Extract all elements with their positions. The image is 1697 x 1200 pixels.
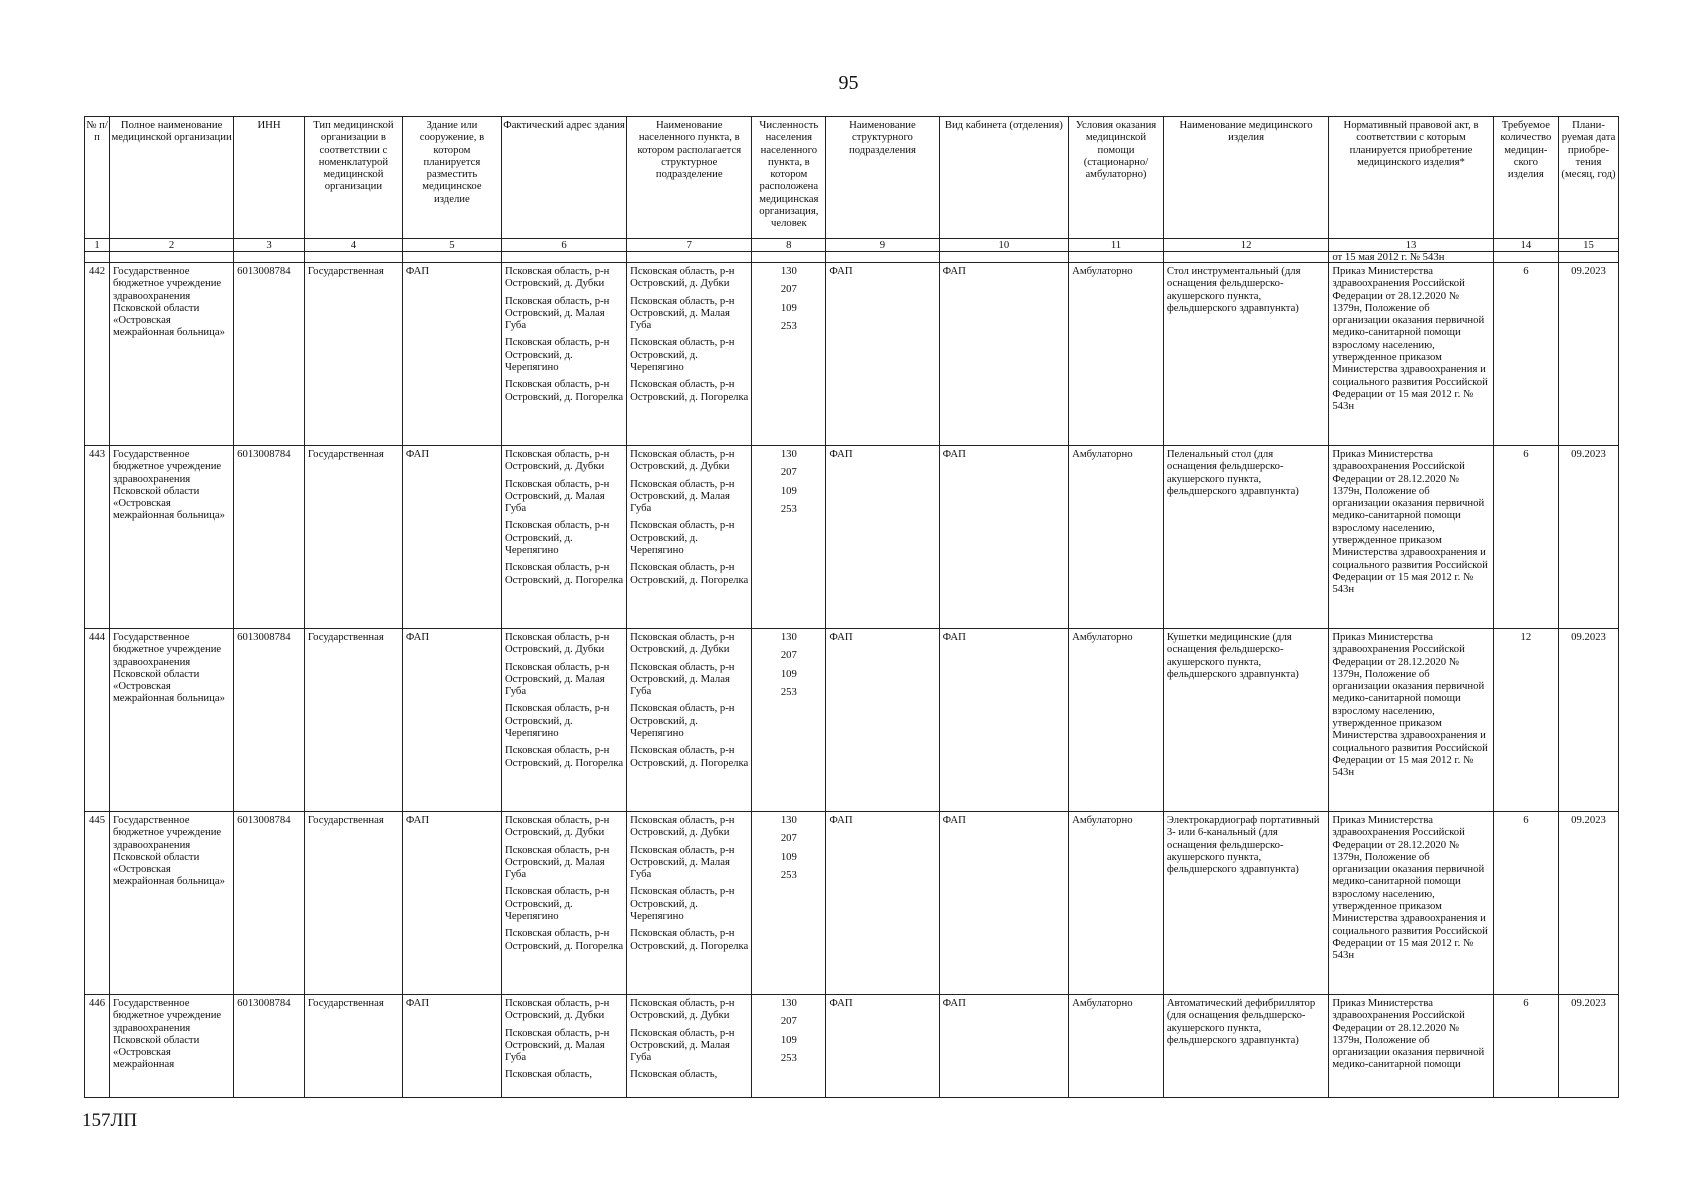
col-number: 11 — [1069, 239, 1164, 252]
date-cell: 09.2023 — [1559, 446, 1619, 629]
address-line: Псковская область, р-н Островский, д. Дубки — [630, 814, 735, 839]
conditions-cell: Амбулаторно — [1069, 995, 1164, 1098]
col-number: 2 — [110, 239, 234, 252]
population-value: 130 — [780, 448, 797, 460]
settlement-cell — [627, 995, 752, 1098]
col-number: 4 — [304, 239, 402, 252]
col-header: Фактический адрес здания — [501, 117, 626, 239]
document-code: 157ЛП — [82, 1110, 138, 1131]
col-number: 5 — [402, 239, 501, 252]
col-header: Требуемое количество медицин-ского изделия — [1493, 117, 1558, 239]
legal-act-cell: Приказ Министерства здравоохранения Российской Федерации от 28.12.2020 № 1379н, Положение об организации оказания первичной медико-санитарной помощи взрослому населению, утвержденное приказом Министерства здравоохранения и социального развития Российской Федерации от 15 мая 2012 г. № 543н — [1329, 263, 1493, 446]
quantity-cell: 6 — [1493, 446, 1558, 629]
address-line: Псковская область, р-н Островский, д. Погорелка — [504, 561, 624, 586]
col-number: 13 — [1329, 239, 1493, 252]
device-name-cell: Пеленальный стол (для оснащения фельдшерско-акушерского пункта, фельдшерского здравпункта) — [1163, 446, 1328, 629]
conditions-cell: Амбулаторно — [1069, 629, 1164, 812]
address-line: Псковская область, р-н Островский, д. Погорелка — [630, 378, 749, 403]
carryover-row — [85, 252, 1619, 263]
population-value: 109 — [780, 301, 797, 314]
population-cell — [752, 446, 826, 629]
address-line: Псковская область, р-н Островский, д. Погорелка — [504, 744, 624, 769]
organization-name: Государственное бюджетное учреждение здравоохранения Псковской области «Островская межрайонная больница» — [110, 446, 234, 629]
population-value: 109 — [780, 667, 797, 680]
column-number-row — [85, 239, 1619, 252]
device-name-cell: Кушетки медицинские (для оснащения фельдшерско-акушерского пункта, фельдшерского здравпункта) — [1163, 629, 1328, 812]
address-line: Псковская область, р-н Островский, д. Черепягино — [630, 702, 735, 740]
population-value: 253 — [780, 685, 797, 698]
settlement-cell — [627, 446, 752, 629]
address-line: Псковская область, р-н Островский, д. Малая Губа — [630, 660, 735, 698]
organization-name: Государственное бюджетное учреждение здравоохранения Псковской области «Островская межрайонная больница» — [110, 263, 234, 446]
population-cell — [752, 263, 826, 446]
col-header: Плани-руемая дата приобре-тения (месяц, год) — [1559, 117, 1619, 239]
address-line: Псковская область, р-н Островский, д. Погорелка — [630, 927, 749, 952]
population-cell — [752, 629, 826, 812]
population-value: 207 — [780, 466, 797, 479]
population-value: 109 — [780, 484, 797, 497]
address-line: Псковская область, р-н Островский, д. Малая Губа — [504, 843, 610, 881]
quantity-cell: 12 — [1493, 629, 1558, 812]
address-line: Псковская область, р-н Островский, д. Малая Губа — [630, 294, 735, 332]
address-line: Псковская область, р-н Островский, д. Черепягино — [630, 519, 735, 557]
org-type-cell: Государственная — [304, 812, 402, 995]
address-line: Псковская область, р-н Островский, д. Черепягино — [630, 336, 735, 374]
col-header: Здание или сооружение, в котором планируется разместить медицинское изделие — [402, 117, 501, 239]
col-header: Вид кабинета (отделения) — [939, 117, 1069, 239]
population-value: 207 — [780, 1015, 797, 1028]
col-number: 3 — [234, 239, 305, 252]
col-number: 1 — [85, 239, 110, 252]
division-cell: ФАП — [826, 446, 939, 629]
conditions-cell: Амбулаторно — [1069, 446, 1164, 629]
row-number: 446 — [85, 995, 110, 1098]
population-value: 109 — [780, 850, 797, 863]
quantity-cell: 6 — [1493, 812, 1558, 995]
col-header: Наименование медицинского изделия — [1163, 117, 1328, 239]
table-row — [85, 812, 1619, 995]
population-cell — [752, 812, 826, 995]
date-cell: 09.2023 — [1559, 995, 1619, 1098]
col-number: 12 — [1163, 239, 1328, 252]
address-line: Псковская область, р-н Островский, д. Дубки — [630, 265, 735, 290]
organization-name: Государственное бюджетное учреждение здравоохранения Псковской области «Островская межрайонная больница» — [110, 812, 234, 995]
quantity-cell: 6 — [1493, 263, 1558, 446]
legal-act-cell: Приказ Министерства здравоохранения Российской Федерации от 28.12.2020 № 1379н, Положение об организации оказания первичной медико-санитарной помощи взрослому населению, утвержденное приказом Министерства здравоохранения и социального развития Российской Федерации от 15 мая 2012 г. № 543н — [1329, 812, 1493, 995]
address-cell — [501, 629, 626, 812]
table-row — [85, 995, 1619, 1098]
col-number: 7 — [627, 239, 752, 252]
col-header: Численность населения населенного пункта, в котором расположена медицинская организация, человек — [752, 117, 826, 239]
org-type-cell: Государственная — [304, 629, 402, 812]
address-cell — [501, 995, 626, 1098]
building-cell: ФАП — [402, 263, 501, 446]
settlement-cell — [627, 263, 752, 446]
device-name-cell: Автоматический дефибриллятор (для оснащения фельдшерско-акушерского пункта, фельдшерского здравпункта) — [1163, 995, 1328, 1098]
population-value: 253 — [780, 502, 797, 515]
legal-act-cell: Приказ Министерства здравоохранения Российской Федерации от 28.12.2020 № 1379н, Положение об организации оказания первичной медико-санитарной помощи — [1329, 995, 1493, 1098]
row-number: 444 — [85, 629, 110, 812]
col-number: 8 — [752, 239, 826, 252]
address-line: Псковская область, р-н Островский, д. Дубки — [504, 997, 610, 1022]
col-header: Условия оказания медицинской помощи (стационарно/ амбулаторно) — [1069, 117, 1164, 239]
division-cell: ФАП — [826, 629, 939, 812]
equipment-table — [84, 116, 1619, 1098]
population-value: 130 — [780, 265, 797, 277]
inn-cell: 6013008784 — [234, 995, 305, 1098]
address-line: Псковская область, р-н Островский, д. Малая Губа — [504, 1026, 610, 1064]
org-type-cell: Государственная — [304, 446, 402, 629]
org-type-cell: Государственная — [304, 995, 402, 1098]
legal-act-cell: Приказ Министерства здравоохранения Российской Федерации от 28.12.2020 № 1379н, Положение об организации оказания первичной медико-санитарной помощи взрослому населению, утвержденное приказом Министерства здравоохранения и социального развития Российской Федерации от 15 мая 2012 г. № 543н — [1329, 629, 1493, 812]
population-value: 253 — [780, 1051, 797, 1064]
address-line: Псковская область, р-н Островский, д. Дубки — [630, 997, 735, 1022]
col-number: 10 — [939, 239, 1069, 252]
address-line: Псковская область, р-н Островский, д. Черепягино — [630, 885, 735, 923]
cabinet-cell: ФАП — [939, 263, 1069, 446]
population-value: 130 — [780, 814, 797, 826]
col-number: 14 — [1493, 239, 1558, 252]
col-number: 9 — [826, 239, 939, 252]
address-cell — [501, 812, 626, 995]
legal-act-cell: Приказ Министерства здравоохранения Российской Федерации от 28.12.2020 № 1379н, Положение об организации оказания первичной медико-санитарной помощи взрослому населению, утвержденное приказом Министерства здравоохранения и социального развития Российской Федерации от 15 мая 2012 г. № 543н — [1329, 446, 1493, 629]
building-cell: ФАП — [402, 629, 501, 812]
cabinet-cell: ФАП — [939, 812, 1069, 995]
table-row — [85, 629, 1619, 812]
address-line: Псковская область, р-н Островский, д. Малая Губа — [504, 477, 610, 515]
address-cell — [501, 446, 626, 629]
settlement-cell — [627, 629, 752, 812]
address-line: Псковская область, р-н Островский, д. Погорелка — [630, 744, 749, 769]
inn-cell: 6013008784 — [234, 446, 305, 629]
header-row — [85, 117, 1619, 239]
division-cell: ФАП — [826, 263, 939, 446]
page-number: 95 — [838, 72, 859, 94]
col-number: 6 — [501, 239, 626, 252]
address-cell — [501, 263, 626, 446]
address-line: Псковская область, — [630, 1068, 718, 1081]
address-line: Псковская область, р-н Островский, д. Дубки — [504, 631, 610, 656]
division-cell: ФАП — [826, 812, 939, 995]
quantity-cell: 6 — [1493, 995, 1558, 1098]
carryover-text: от 15 мая 2012 г. № 543н — [1329, 252, 1493, 263]
cabinet-cell: ФАП — [939, 446, 1069, 629]
population-value: 253 — [780, 319, 797, 332]
col-header: № п/п — [85, 117, 110, 239]
address-line: Псковская область, р-н Островский, д. Малая Губа — [504, 294, 610, 332]
table-body — [85, 117, 1619, 1098]
population-value: 207 — [780, 832, 797, 845]
address-line: Псковская область, р-н Островский, д. Погорелка — [504, 927, 624, 952]
organization-name: Государственное бюджетное учреждение здравоохранения Псковской области «Островская межрайонная больница» — [110, 629, 234, 812]
col-header: Полное наименование медицинской организации — [110, 117, 234, 239]
col-header: Наименование населенного пункта, в котором располагается структурное подразделение — [627, 117, 752, 239]
address-line: Псковская область, р-н Островский, д. Погорелка — [630, 561, 749, 586]
table-row — [85, 446, 1619, 629]
division-cell: ФАП — [826, 995, 939, 1098]
inn-cell: 6013008784 — [234, 629, 305, 812]
address-line: Псковская область, р-н Островский, д. Дубки — [504, 814, 610, 839]
date-cell: 09.2023 — [1559, 629, 1619, 812]
row-number: 443 — [85, 446, 110, 629]
col-header: Наименование структурного подразделения — [826, 117, 939, 239]
date-cell: 09.2023 — [1559, 263, 1619, 446]
conditions-cell: Амбулаторно — [1069, 263, 1164, 446]
address-line: Псковская область, р-н Островский, д. Дубки — [630, 448, 735, 473]
inn-cell: 6013008784 — [234, 263, 305, 446]
org-type-cell: Государственная — [304, 263, 402, 446]
building-cell: ФАП — [402, 446, 501, 629]
building-cell: ФАП — [402, 995, 501, 1098]
table-row — [85, 263, 1619, 446]
row-number: 445 — [85, 812, 110, 995]
device-name-cell: Электрокардиограф портативный 3- или 6-канальный (для оснащения фельдшерско-акушерского пункта, фельдшерского здравпункта) — [1163, 812, 1328, 995]
col-number: 15 — [1559, 239, 1619, 252]
col-header: Тип медицинской организации в соответствии с номенклатурой медицинской организации — [304, 117, 402, 239]
cabinet-cell: ФАП — [939, 995, 1069, 1098]
settlement-cell — [627, 812, 752, 995]
address-line: Псковская область, — [504, 1068, 593, 1081]
address-line: Псковская область, р-н Островский, д. Черепягино — [504, 519, 610, 557]
address-line: Псковская область, р-н Островский, д. Погорелка — [504, 378, 624, 403]
population-value: 130 — [780, 997, 797, 1009]
address-line: Псковская область, р-н Островский, д. Малая Губа — [504, 660, 610, 698]
population-cell — [752, 995, 826, 1098]
inn-cell: 6013008784 — [234, 812, 305, 995]
address-line: Псковская область, р-н Островский, д. Дубки — [504, 265, 610, 290]
address-line: Псковская область, р-н Островский, д. Черепягино — [504, 885, 610, 923]
date-cell: 09.2023 — [1559, 812, 1619, 995]
conditions-cell: Амбулаторно — [1069, 812, 1164, 995]
cabinet-cell: ФАП — [939, 629, 1069, 812]
population-value: 207 — [780, 649, 797, 662]
organization-name: Государственное бюджетное учреждение здравоохранения Псковской области «Островская межрайонная — [110, 995, 234, 1098]
population-value: 253 — [780, 868, 797, 881]
address-line: Псковская область, р-н Островский, д. Черепягино — [504, 336, 610, 374]
building-cell: ФАП — [402, 812, 501, 995]
device-name-cell: Стол инструментальный (для оснащения фельдшерско-акушерского пункта, фельдшерского здравпункта) — [1163, 263, 1328, 446]
population-value: 207 — [780, 283, 797, 296]
address-line: Псковская область, р-н Островский, д. Малая Губа — [630, 1026, 735, 1064]
address-line: Псковская область, р-н Островский, д. Малая Губа — [630, 477, 735, 515]
address-line: Псковская область, р-н Островский, д. Малая Губа — [630, 843, 735, 881]
population-value: 109 — [780, 1033, 797, 1046]
col-header: ИНН — [234, 117, 305, 239]
col-header: Нормативный правовой акт, в соответствии с которым планируется приобретение медицинского изделия* — [1329, 117, 1493, 239]
row-number: 442 — [85, 263, 110, 446]
address-line: Псковская область, р-н Островский, д. Дубки — [504, 448, 610, 473]
population-value: 130 — [780, 631, 797, 643]
address-line: Псковская область, р-н Островский, д. Черепягино — [504, 702, 610, 740]
address-line: Псковская область, р-н Островский, д. Дубки — [630, 631, 735, 656]
